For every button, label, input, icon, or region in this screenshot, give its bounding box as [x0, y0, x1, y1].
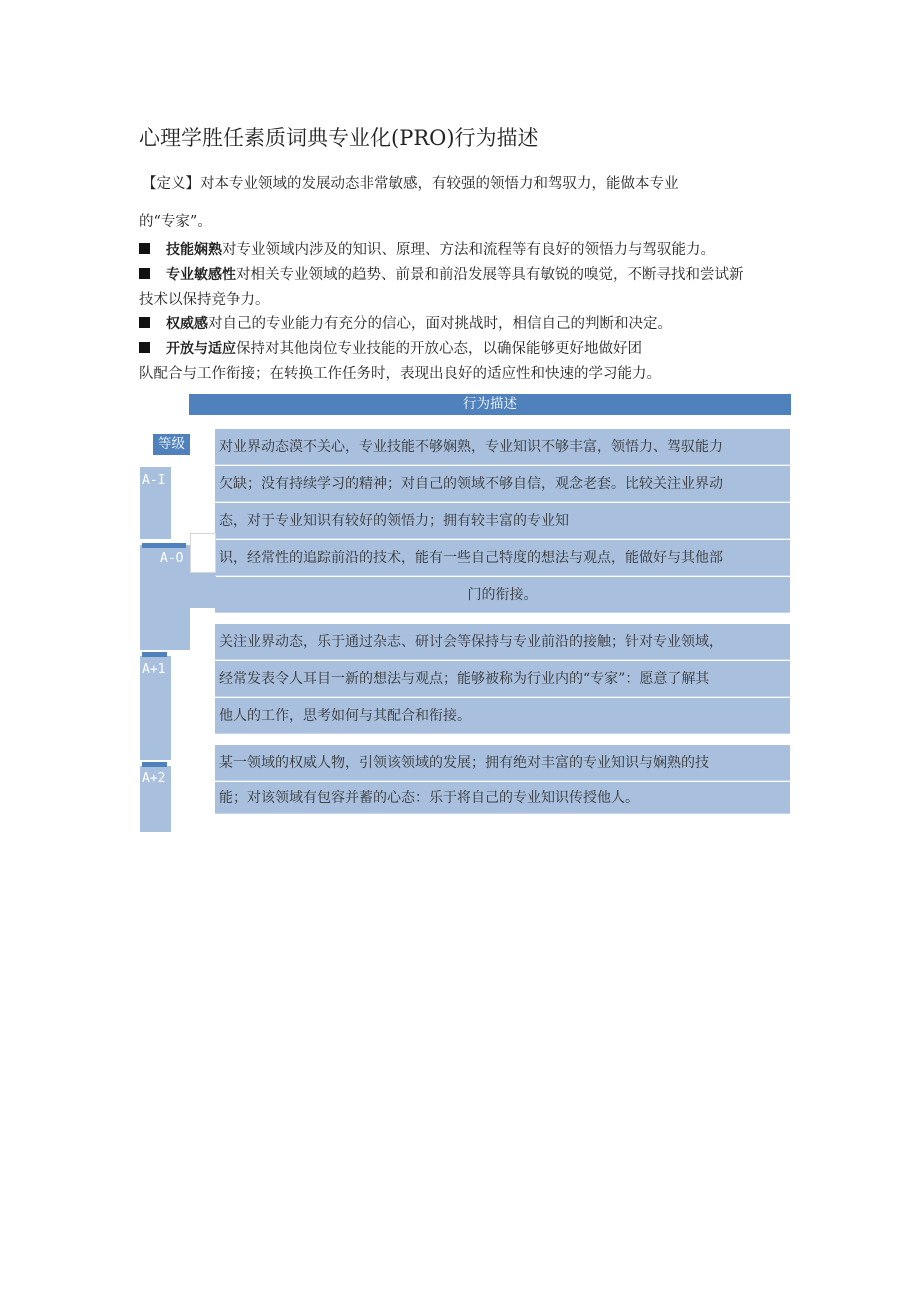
level-label: A-I — [142, 473, 166, 488]
bullet-term: 专业敏感性 — [166, 267, 236, 283]
table-row: 态，对于专业知识有较好的领悟力；拥有较丰富的专业知 — [215, 503, 790, 539]
bullet-term: 技能娴熟 — [166, 242, 222, 258]
level-label: A+2 — [142, 771, 166, 786]
bullet-text: 对自己的专业能力有充分的信心，面对挑战时，相信自己的判断和决定。 — [208, 316, 672, 332]
square-bullet-icon — [139, 243, 150, 254]
square-bullet-icon — [139, 317, 150, 328]
level-top-bar — [142, 543, 186, 548]
grade-header: 等级 — [153, 434, 190, 455]
page-title: 心理学胜任素质词典专业化(PRO)行为描述 — [139, 126, 539, 150]
level-cell-extension — [190, 572, 216, 608]
bullet-text: 保持对其他岗位专业技能的开放心态，以确保能够更好地做好团 — [236, 341, 642, 357]
level-top-bar — [142, 762, 167, 767]
table-row: 门的衔接。 — [215, 577, 790, 613]
table-row: 经常发表令人耳目一新的想法与观点；能够被称为行业内的“专家”：愿意了解其 — [215, 661, 790, 697]
square-bullet-icon — [139, 268, 150, 279]
definition-line-1: 【定义】对本专业领域的发展动态非常敏感，有较强的领悟力和驾驭力，能做本专业 — [142, 176, 679, 192]
table-row: 对业界动态漠不关心，专业技能不够娴熟，专业知识不够丰富，领悟力、驾驭能力 — [215, 429, 790, 465]
level-label: A+1 — [142, 662, 166, 677]
bullet-term: 开放与适应 — [166, 341, 236, 357]
table-row: 能；对该领域有包容并蓄的心态：乐于将自己的专业知识传授他人。 — [215, 782, 790, 814]
table-row: 欠缺；没有持续学习的精神；对自己的领域不够自信，观念老套。比较关注业界动 — [215, 466, 790, 502]
bullet-item — [139, 337, 642, 358]
table-gap — [190, 533, 216, 573]
definition-line-2: 的“专家”。 — [139, 214, 212, 230]
bullet-term: 权威感 — [166, 316, 208, 332]
table-header: 行为描述 — [189, 394, 791, 415]
square-bullet-icon — [139, 342, 150, 353]
level-label: A-O — [160, 551, 184, 566]
bullet-item — [139, 238, 715, 259]
bullet-continuation: 技术以保持竞争力。 — [139, 292, 270, 308]
bullet-item — [139, 263, 744, 284]
bullet-text: 对相关专业领域的趋势、前景和前沿发展等具有敏锐的嗅觉，不断寻找和尝试新 — [236, 267, 744, 283]
bullet-continuation: 队配合与工作衔接；在转换工作任务时，表现出良好的适应性和快速的学习能力。 — [139, 366, 661, 382]
table-row: 关注业界动态，乐于通过杂志、研讨会等保持与专业前沿的接触；针对专业领域， — [215, 624, 790, 660]
table-row: 识，经常性的追踪前沿的技术，能有一些自己特度的想法与观点，能做好与其他部 — [215, 540, 790, 576]
table-row: 他人的工作，思考如何与其配合和衔接。 — [215, 698, 790, 734]
level-top-bar — [142, 652, 167, 657]
table-row: 某一领域的权威人物，引领该领域的发展；拥有绝对丰富的专业知识与娴熟的技 — [215, 745, 790, 781]
bullet-item — [139, 312, 672, 333]
bullet-text: 对专业领域内涉及的知识、原理、方法和流程等有良好的领悟力与驾驭能力。 — [222, 242, 715, 258]
